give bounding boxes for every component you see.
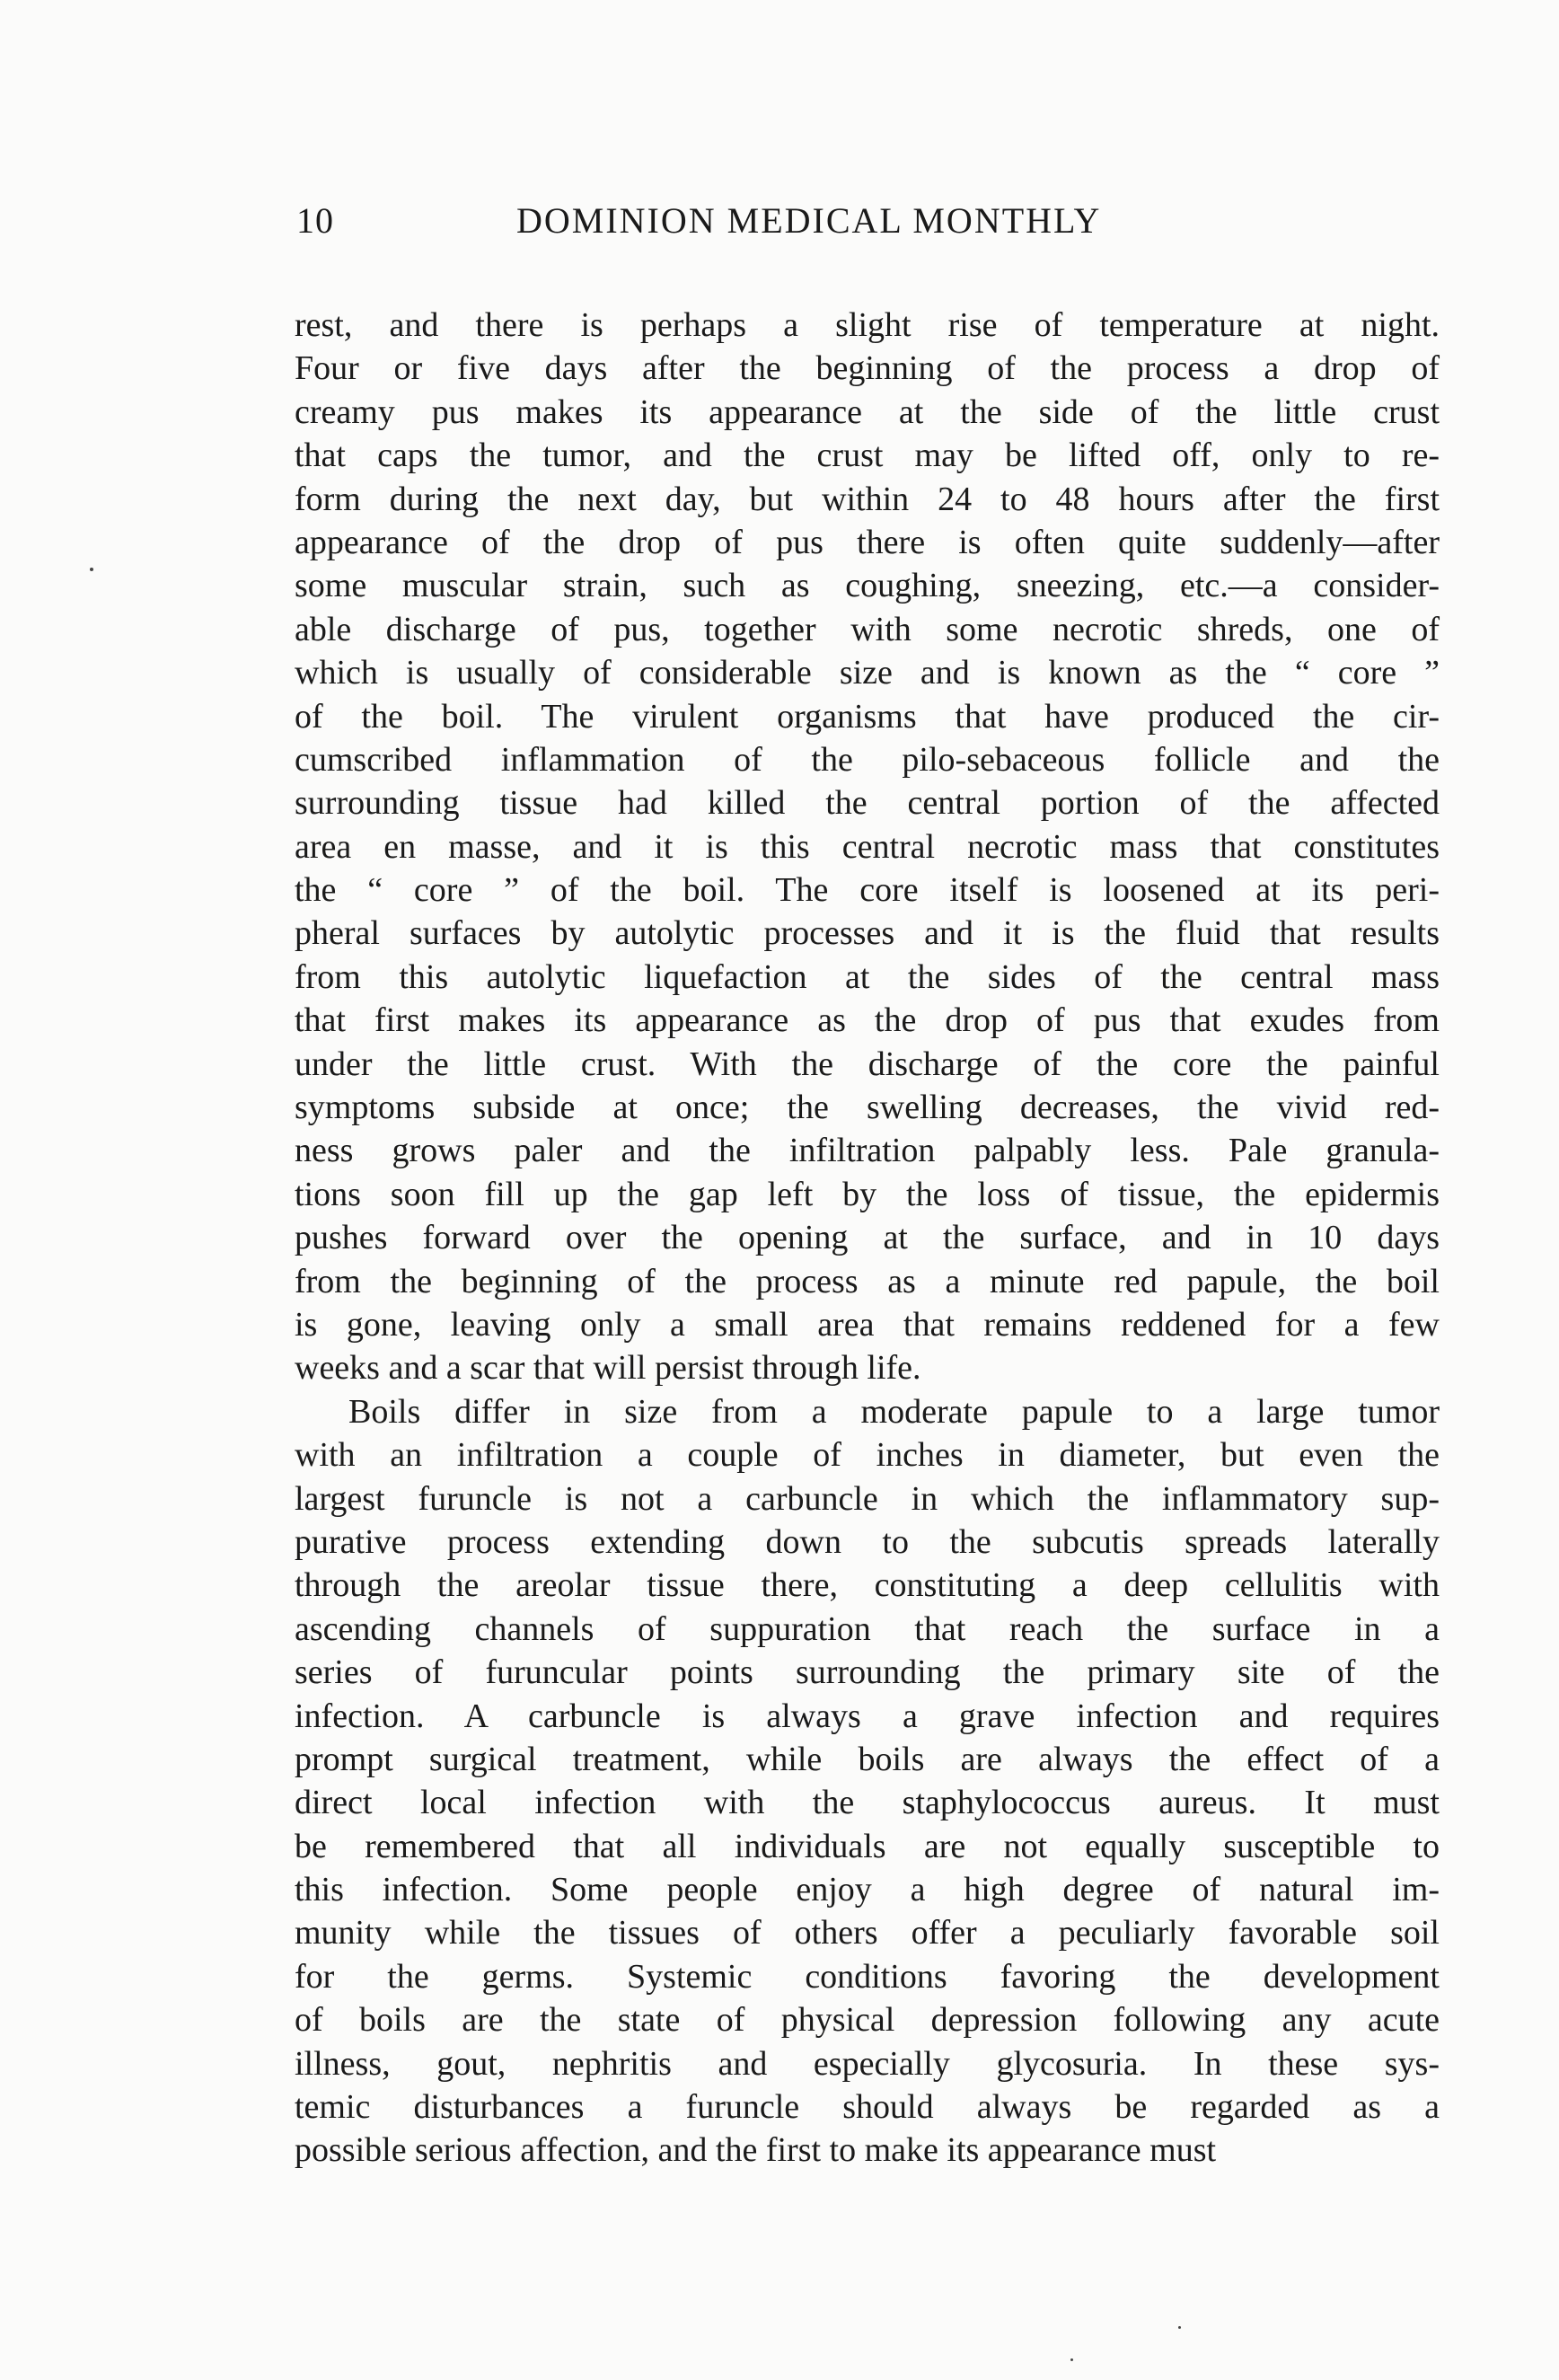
text-line: Boils differ in size from a moderate papule to a large tumor bbox=[348, 1392, 1440, 1431]
text-line: of the boil. The virulent organisms that have produced the cir- bbox=[295, 697, 1440, 736]
text-line: largest furuncle is not a carbuncle in which the inflammatory sup- bbox=[295, 1479, 1440, 1518]
text-line: direct local infection with the staphylococcus aureus. It must bbox=[295, 1784, 1440, 1822]
text-line: which is usually of considerable size and is known as the “ core ” bbox=[295, 654, 1440, 692]
text-line: for the germs. Systemic conditions favoring the development bbox=[295, 1957, 1440, 1996]
text-line: through the areolar tissue there, constituting a deep cellulitis with bbox=[295, 1566, 1440, 1605]
body-text bbox=[295, 304, 1440, 2173]
text-line: illness, gout, nephritis and especially glycosuria. In these sys- bbox=[295, 2044, 1440, 2083]
text-line: munity while the tissues of others offer a peculiarly favorable soil bbox=[295, 1914, 1440, 1952]
text-line: under the little crust. With the discharge of the core the painful bbox=[295, 1045, 1440, 1083]
text-line: the “ core ” of the boil. The core itself is loosened at its peri- bbox=[295, 871, 1440, 910]
text-line: rest, and there is perhaps a slight rise of temperature at night. bbox=[295, 306, 1440, 344]
text-line: symptoms subside at once; the swelling decreases, the vivid red- bbox=[295, 1089, 1440, 1127]
text-line: temic disturbances a furuncle should always be regarded as a bbox=[295, 2088, 1440, 2127]
text-line: area en masse, and it is this central necrotic mass that constitutes bbox=[295, 827, 1440, 866]
text-line: pheral surfaces by autolytic processes and it is the fluid that results bbox=[295, 914, 1440, 953]
paragraph bbox=[295, 304, 1440, 1390]
text-line: some muscular strain, such as coughing, sneezing, etc.—a consider- bbox=[295, 567, 1440, 605]
text-line: Four or five days after the beginning of the process a drop of bbox=[295, 349, 1440, 388]
text-line: infection. A carbuncle is always a grave infection and requires bbox=[295, 1697, 1440, 1735]
text-line: from this autolytic liquefaction at the sides of the central mass bbox=[295, 957, 1440, 996]
text-line: ness grows paler and the infiltration palpably less. Pale granula- bbox=[295, 1132, 1440, 1170]
text-line: creamy pus makes its appearance at the side of the little crust bbox=[295, 392, 1440, 431]
ink-speck bbox=[1178, 2326, 1181, 2329]
text-line: is gone, leaving only a small area that remains reddened for a few bbox=[295, 1305, 1440, 1344]
paragraph bbox=[295, 1390, 1440, 2173]
text-line: weeks and a scar that will persist through life. bbox=[295, 1349, 921, 1388]
text-line: prompt surgical treatment, while boils are always the effect of a bbox=[295, 1740, 1440, 1778]
text-line: this infection. Some people enjoy a high degree of natural im- bbox=[295, 1871, 1440, 1909]
ink-speck bbox=[1070, 2358, 1073, 2361]
text-line: be remembered that all individuals are not equally susceptible to bbox=[295, 1827, 1440, 1865]
text-line: surrounding tissue had killed the central portion of the affected bbox=[295, 784, 1440, 823]
text-line: purative process extending down to the subcutis spreads laterally bbox=[295, 1522, 1440, 1561]
text-line: able discharge of pus, together with some necrotic shreds, one of bbox=[295, 610, 1440, 648]
text-line: ascending channels of suppuration that reach the surface in a bbox=[295, 1609, 1440, 1648]
text-line: appearance of the drop of pus there is often quite suddenly—after bbox=[295, 523, 1440, 561]
text-line: from the beginning of the process as a minute red papule, the boil bbox=[295, 1262, 1440, 1300]
page-number: 10 bbox=[296, 200, 334, 241]
text-line: with an infiltration a couple of inches in diameter, but even the bbox=[295, 1436, 1440, 1475]
ink-speck bbox=[90, 568, 93, 571]
text-line: cumscribed inflammation of the pilo-sebaceous follicle and the bbox=[295, 740, 1440, 779]
text-line: of boils are the state of physical depression following any acute bbox=[295, 2001, 1440, 2040]
text-line: series of furuncular points surrounding the primary site of the bbox=[295, 1653, 1440, 1692]
text-line: that first makes its appearance as the drop of pus that exudes from bbox=[295, 1001, 1440, 1040]
text-line: tions soon fill up the gap left by the loss of tissue, the epidermis bbox=[295, 1175, 1440, 1213]
text-line: pushes forward over the opening at the surface, and in 10 days bbox=[295, 1219, 1440, 1257]
text-line: possible serious affection, and the first to make its appearance must bbox=[295, 2131, 1217, 2170]
text-line: form during the next day, but within 24 to 48 hours after the first bbox=[295, 480, 1440, 518]
running-head bbox=[296, 199, 1257, 253]
text-line: that caps the tumor, and the crust may be lifted off, only to re- bbox=[295, 436, 1440, 475]
journal-title: DOMINION MEDICAL MONTHLY bbox=[516, 200, 1102, 241]
